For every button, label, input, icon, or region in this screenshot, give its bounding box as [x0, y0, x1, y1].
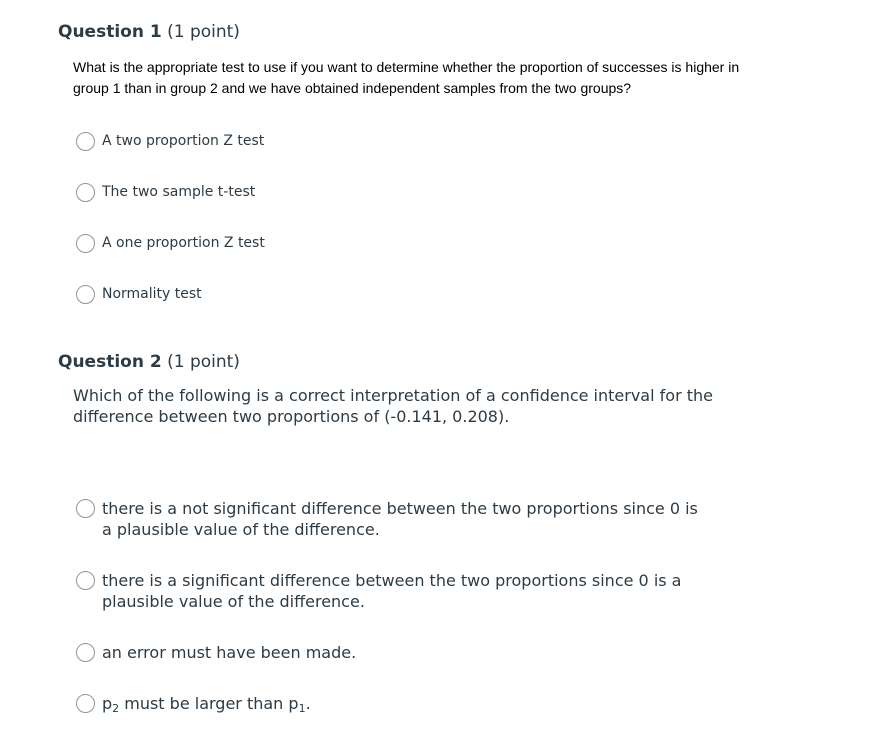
question-points: (1 point) — [167, 22, 240, 42]
option-label: A one proportion Z test — [102, 235, 265, 251]
q1-option-c[interactable] — [76, 234, 265, 253]
p2-subscript: 2 — [112, 702, 120, 715]
q2-option-d[interactable] — [76, 693, 702, 714]
radio-button[interactable] — [76, 183, 95, 202]
radio-button[interactable] — [76, 571, 95, 590]
question-title: Question 1 — [58, 22, 162, 42]
q2-option-c[interactable] — [76, 642, 702, 663]
p2-symbol: p — [102, 694, 113, 713]
q1-option-d[interactable] — [76, 285, 202, 304]
option-label: The two sample t-test — [102, 184, 256, 200]
q2-option-b[interactable] — [76, 570, 702, 612]
p1-subscript: 1 — [298, 702, 306, 715]
q1-option-b[interactable] — [76, 183, 255, 202]
option-middle-text: must be larger than — [119, 694, 289, 713]
radio-button[interactable] — [76, 285, 95, 304]
radio-button[interactable] — [76, 694, 95, 713]
question-2-heading — [58, 351, 240, 373]
question-1-heading — [58, 21, 240, 43]
question-1-text: What is the appropriate test to use if you want to determine whether the proportion of successes is higher in group 1 than in group 2 and we have obtained independent samples from the two groups? — [73, 59, 740, 96]
option-label: an error must have been made. — [102, 643, 357, 662]
q1-option-a[interactable] — [76, 132, 264, 151]
option-label: Normality test — [102, 286, 202, 302]
option-label: A two proportion Z test — [102, 133, 265, 149]
question-title: Question 2 — [58, 352, 162, 372]
option-label: there is a not significant difference between the two proportions since 0 is a plausible value of the difference. — [102, 499, 698, 539]
question-2-text: Which of the following is a correct interpretation of a confidence interval for the difference between two proportions of (-0.141, 0.208). — [73, 386, 713, 426]
p1-symbol: p — [288, 694, 299, 713]
option-label — [102, 693, 702, 714]
radio-button[interactable] — [76, 132, 95, 151]
radio-button[interactable] — [76, 643, 95, 662]
q2-option-a[interactable] — [76, 498, 702, 540]
radio-button[interactable] — [76, 499, 95, 518]
option-label: there is a significant difference between the two proportions since 0 is a plausible value of the difference. — [102, 571, 682, 611]
option-end-text: . — [305, 694, 311, 713]
question-points: (1 point) — [167, 352, 240, 372]
radio-button[interactable] — [76, 234, 95, 253]
